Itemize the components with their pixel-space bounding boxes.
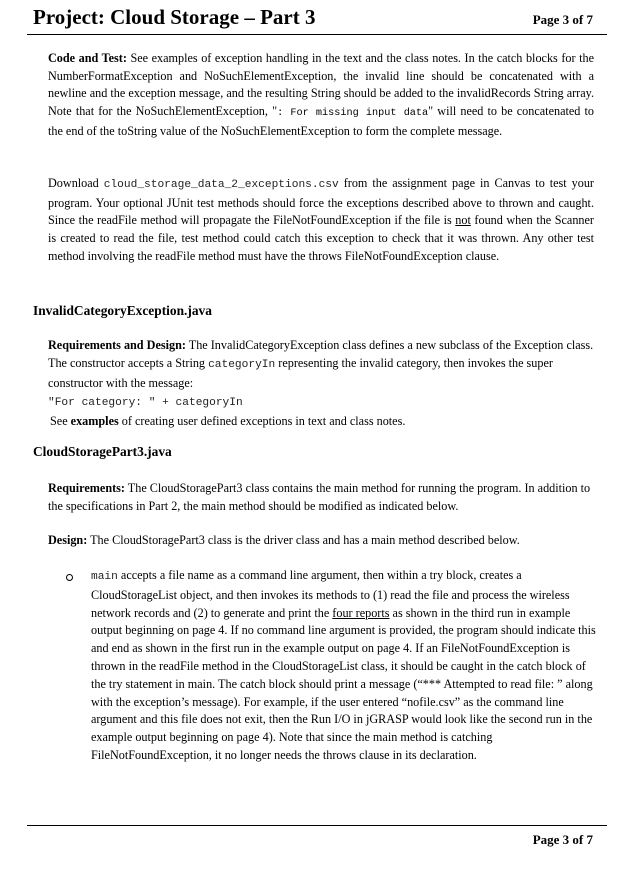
footer-divider [27, 825, 607, 826]
part3-req-text: The CloudStoragePart3 class contains the main method for running the program. In addition to the specifications in Part 2, the main method should be modified as indicated below. [48, 481, 591, 513]
download-text-a: Download [48, 176, 104, 190]
header-page-number: Page 3 of 7 [532, 12, 593, 27]
hollow-bullet-icon [66, 574, 73, 581]
code-and-test-text-b: " will need to be concatenated to the end of the toString value of the NoSuchElementException to form the complete message. [48, 104, 594, 138]
see-examples-text-b: of creating user defined exceptions in text and class notes. [118, 414, 406, 428]
code-and-test-paragraph [48, 50, 594, 141]
see-examples-text-a: See [50, 414, 71, 428]
footer-page-number: Page 3 of 7 [532, 832, 593, 847]
main-bullet-text-b: as shown in the third run in example output beginning on page 4. If no command line argument is provided, the program should indicate this and end as shown in the first run in the example output on page 4. If an FileNotFoundException is thrown in the readFile method in the CloudStorageList class, it should be caught in the catch block of the try statement in main. The catch block should print a message (“*** Attempted to read file: ” along with the exception’s message). For example, if the user entered “nofile.csv” as the command line argument and this file does not exit, then the Run I/O in jGRASP would look like the second run in the example output beginning on page 4). Note that since the main method is catching FileNotFoundException, it no longer needs the throws clause in its declaration. [91, 605, 596, 762]
main-method-bullet [91, 567, 603, 765]
super-message-code: "For category: " + categoryIn [48, 397, 243, 409]
download-paragraph [48, 175, 594, 266]
missing-input-code: : For missing input data [277, 108, 429, 120]
main-code: main [91, 571, 118, 583]
part3-design [48, 531, 594, 549]
category-in-param: categoryIn [208, 359, 276, 371]
cloud-storage-part3-heading: CloudStoragePart3.java [33, 444, 172, 459]
part3-requirements [48, 479, 594, 515]
four-reports-underlined: four reports [332, 605, 390, 620]
examples-bold: examples [70, 414, 119, 428]
invalid-category-req-label: Requirements and Design: [48, 338, 186, 352]
part3-design-label: Design: [48, 533, 88, 547]
invalid-category-req-text-b: representing the invalid category, then invokes the super constructor with the message: [48, 356, 553, 390]
data-file-name: cloud_storage_data_2_exceptions.csv [103, 179, 339, 191]
invalid-category-req-text-a: The InvalidCategoryException class defines a new subclass of the Exception class. The constructor accepts a String [48, 338, 594, 370]
document-title: Project: Cloud Storage – Part 3 [33, 5, 316, 29]
code-and-test-text-a: See examples of exception handling in the text and the class notes. In the catch blocks for the NumberFormatException and NoSuchElementException, the invalid line should be concatenated with a newline and the exception message, and the resulting String should be added to the invalidRecords String array. Note that for the NoSuchElementException, " [48, 51, 594, 119]
invalid-category-requirements [48, 336, 594, 430]
download-text-b: from the assignment page in Canvas to test your program. Your optional JUnit test methods should force the exceptions described above to thrown and caught. Since the readFile method will propagate the FileNotFoundException if the file is [48, 176, 594, 228]
header-divider [27, 34, 607, 35]
part3-req-label: Requirements: [48, 481, 125, 495]
download-text-c: found when the Scanner is created to read the file, test method could catch this exception to check that it was thrown. Any other test method involving the readFile method must have the throws FileNotFoundException clause. [48, 213, 594, 263]
invalid-category-heading: InvalidCategoryException.java [33, 303, 212, 318]
part3-design-text: The CloudStoragePart3 class is the driver class and has a main method described below. [87, 533, 520, 547]
main-bullet-text-a: accepts a file name as a command line argument, then within a try block, creates a CloudStorageList object, and then invokes its methods to (1) read the file and process the wireless network records and (2) to generate and print the [91, 568, 570, 620]
code-and-test-label: Code and Test: [48, 51, 127, 65]
see-examples-line [48, 414, 405, 428]
not-underlined: not [455, 213, 471, 228]
